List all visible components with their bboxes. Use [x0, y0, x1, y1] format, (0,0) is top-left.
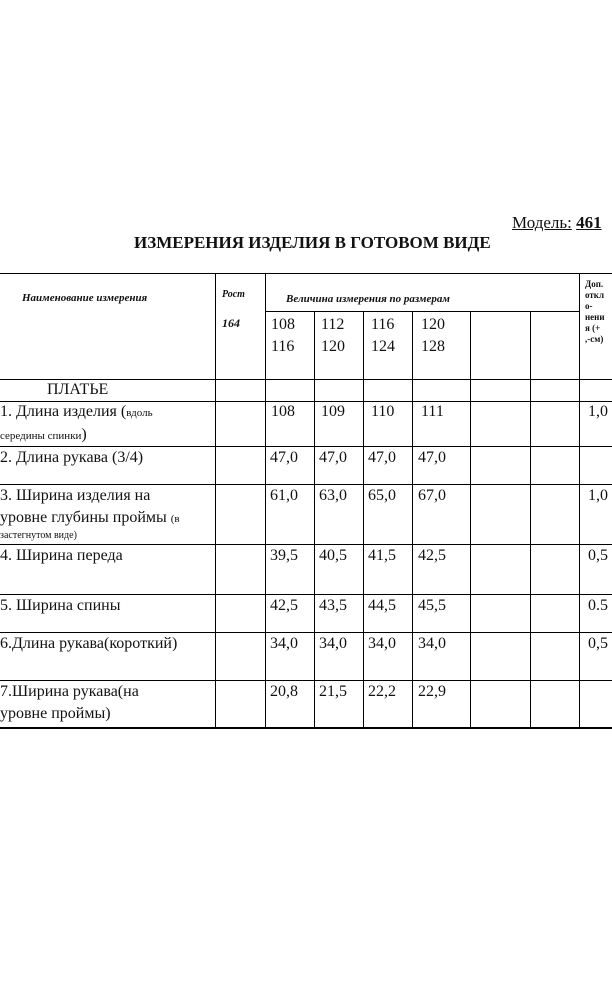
table-row-label-cont: уровне проймы)	[0, 705, 111, 722]
size-column: 116 124	[371, 316, 395, 355]
header-height-value: 164	[222, 316, 240, 330]
table-cell: 47,0	[418, 449, 446, 466]
section-title: ПЛАТЬЕ	[47, 381, 109, 398]
table-cell: 34,0	[418, 635, 446, 652]
table-row-label: 5. Ширина спины	[0, 597, 121, 614]
model-number	[512, 213, 602, 233]
table-cell: 34,0	[319, 635, 347, 652]
table-cell: 63,0	[319, 487, 347, 504]
table-cell: 47,0	[319, 449, 347, 466]
table-cell: 21,5	[319, 683, 347, 700]
table-row-label: 3. Ширина изделия на	[0, 487, 151, 504]
table-cell: 108	[271, 403, 295, 420]
table-cell-tolerance: 0,5	[588, 547, 608, 564]
table-row-label-note: застегнутом виде)	[0, 530, 77, 541]
size-column: 112 120	[321, 316, 345, 355]
table-cell: 20,8	[270, 683, 298, 700]
table-row-label-cont: уровне глубины проймы (в	[0, 509, 180, 526]
header-sizes: Величина измерения по размерам	[286, 293, 450, 305]
table-cell: 44,5	[368, 597, 396, 614]
table-row-label: 1. Длина изделия (вдоль	[0, 403, 153, 420]
table-cell: 34,0	[270, 635, 298, 652]
table-cell: 22,2	[368, 683, 396, 700]
table-cell: 22,9	[418, 683, 446, 700]
table-cell-tolerance: 0,5	[588, 635, 608, 652]
table-cell: 109	[321, 403, 345, 420]
table-cell: 111	[421, 403, 444, 420]
model-label: Модель:	[512, 213, 572, 232]
table-cell-tolerance: 1,0	[588, 403, 608, 420]
size-column: 120 128	[421, 316, 445, 355]
table-cell: 47,0	[270, 449, 298, 466]
table-cell: 41,5	[368, 547, 396, 564]
header-height-label: Рост	[222, 289, 245, 300]
model-value: 461	[576, 213, 602, 232]
table-row-label: 6.Длина рукава(короткий)	[0, 635, 178, 652]
page-title: ИЗМЕРЕНИЯ ИЗДЕЛИЯ В ГОТОВОМ ВИДЕ	[134, 233, 491, 252]
table-cell: 42,5	[418, 547, 446, 564]
table-cell: 40,5	[319, 547, 347, 564]
table-cell: 39,5	[270, 547, 298, 564]
table-row-label-cont: середины спинки)	[0, 426, 87, 443]
table-cell: 47,0	[368, 449, 396, 466]
table-row-label: 2. Длина рукава (3/4)	[0, 449, 144, 466]
table-cell: 45,5	[418, 597, 446, 614]
table-cell: 67,0	[418, 487, 446, 504]
header-tolerance: Доп. откл о- нени я (+ ,-см)	[585, 279, 605, 344]
table-cell: 43,5	[319, 597, 347, 614]
table-cell: 34,0	[368, 635, 396, 652]
table-row-label: 7.Ширина рукава(на	[0, 683, 139, 700]
table-cell: 42,5	[270, 597, 298, 614]
table-row-label: 4. Ширина переда	[0, 547, 123, 564]
size-column: 108 116	[271, 316, 295, 355]
table-cell: 61,0	[270, 487, 298, 504]
header-name: Наименование измерения	[22, 292, 148, 304]
table-cell: 65,0	[368, 487, 396, 504]
table-cell-tolerance: 0.5	[588, 597, 608, 614]
table-cell: 110	[371, 403, 395, 420]
table-cell-tolerance: 1,0	[588, 487, 608, 504]
